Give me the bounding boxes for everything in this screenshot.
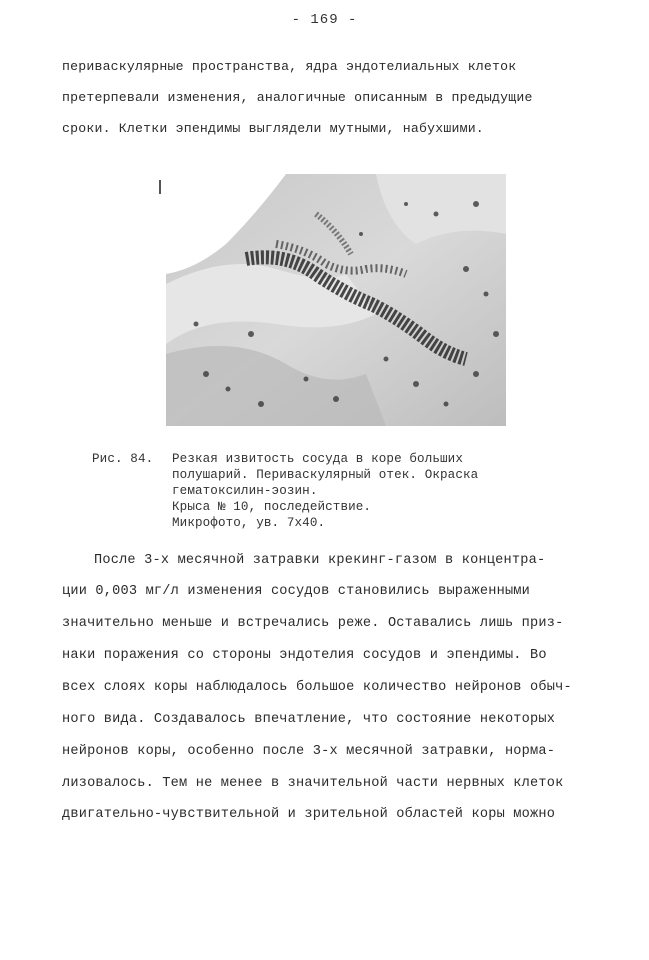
caption-line-5: Микрофото, ув. 7х40. [172,516,326,530]
micrograph-photo [166,174,506,426]
body-line-9: двигательно-чувствительной и зрительной областей коры можно [62,807,556,822]
top-paragraph-line-3: сроки. Клетки эпендимы выглядели мутными, набухшими. [62,121,484,136]
caption-line-1: Резкая извитость сосуда в коре больших [172,452,463,466]
margin-mark [159,180,161,194]
page-number: - 169 - [291,12,358,28]
figure-label: Рис. 84. [92,452,154,466]
body-line-4: наки поражения со стороны эндотелия сосудов и эпендимы. Во [62,648,547,663]
caption-line-3: гематоксилин-эозин. [172,484,318,498]
micrograph-image [166,174,506,426]
caption-line-4: Крыса № 10, последействие. [172,500,372,514]
top-paragraph-line-2: претерпевали изменения, аналогичные описанным в предыдущие [62,90,533,105]
body-line-7: нейронов коры, особенно после 3-х месячной затравки, норма- [62,744,556,759]
body-line-5: всех слоях коры наблюдалось большое количество нейронов обыч- [62,680,572,695]
caption-line-2: полушарий. Периваскулярный отек. Окраска [172,468,479,482]
body-line-3: значительно меньше и встречались реже. Оставались лишь приз- [62,616,564,631]
body-line-2: ции 0,003 мг/л изменения сосудов становились выраженными [62,584,531,599]
top-paragraph-line-1: периваскулярные пространства, ядра эндотелиальных клеток [62,59,517,74]
body-line-8: лизовалось. Тем не менее в значительной части нервных клеток [62,776,564,791]
body-line-6: ного вида. Создавалось впечатление, что состояние некоторых [62,712,556,727]
body-line-1: После 3-х месячной затравки крекинг-газом в концентра- [94,553,546,568]
